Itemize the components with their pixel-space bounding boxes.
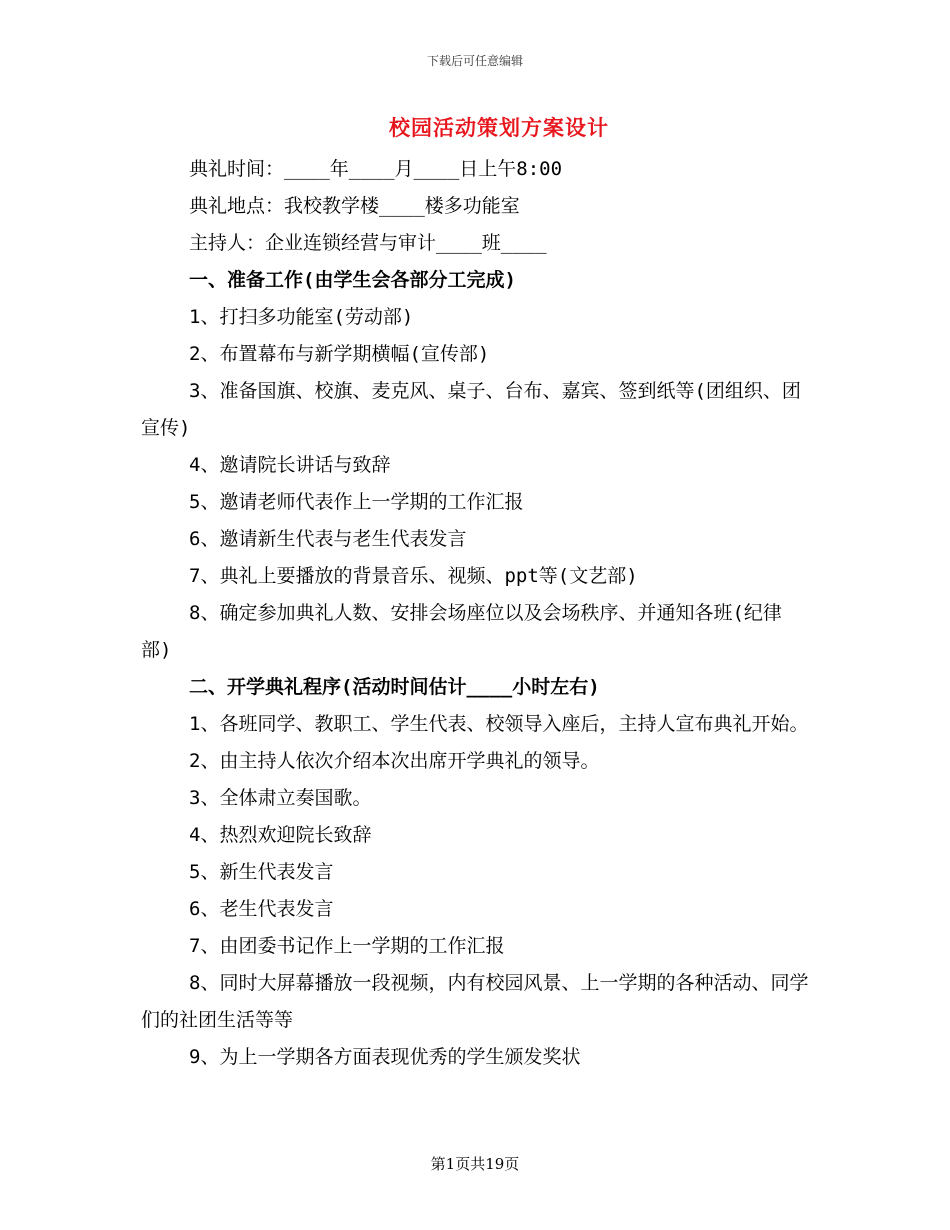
section-heading: 二、开学典礼程序(活动时间估计____小时左右) [189, 676, 600, 698]
list-item: 5、邀请老师代表作上一学期的工作汇报 [189, 491, 524, 513]
list-item: 7、典礼上要播放的背景音乐、视频、ppt等(文艺部) [189, 565, 638, 587]
list-item: 3、准备国旗、校旗、麦克风、桌子、台布、嘉宾、签到纸等(团组织、团宣传) [141, 380, 801, 439]
page-number: 第1页共19页 [430, 1155, 520, 1173]
list-item: 8、确定参加典礼人数、安排会场座位以及会场秩序、并通知各班(纪律部) [141, 602, 782, 661]
document-body [141, 151, 811, 1076]
list-item: 4、热烈欢迎院长致辞 [189, 824, 372, 846]
list-item: 1、各班同学、教职工、学生代表、校领导入座后，主持人宣布典礼开始。 [189, 713, 809, 735]
list-item: 3、全体肃立奏国歌。 [189, 787, 372, 809]
paragraph: 典礼时间：____年____月____日上午8:00 [189, 158, 563, 180]
section-heading: 一、准备工作(由学生会各部分工完成) [189, 269, 516, 291]
list-item: 6、邀请新生代表与老生代表发言 [189, 528, 467, 550]
list-item: 4、邀请院长讲话与致辞 [189, 454, 391, 476]
list-item: 2、由主持人依次介绍本次出席开学典礼的领导。 [189, 750, 600, 772]
paragraph: 主持人：企业连锁经营与审计____班____ [189, 232, 547, 254]
list-item: 5、新生代表发言 [189, 861, 334, 883]
list-item: 9、为上一学期各方面表现优秀的学生颁发奖状 [189, 1046, 581, 1068]
list-item: 7、由团委书记作上一学期的工作汇报 [189, 935, 505, 957]
list-item: 8、同时大屏幕播放一段视频，内有校园风景、上一学期的各种活动、同学们的社团生活等等 [141, 972, 809, 1031]
list-item: 6、老生代表发言 [189, 898, 334, 920]
list-item: 1、打扫多功能室(劳动部) [189, 306, 414, 328]
paragraph: 典礼地点：我校教学楼____楼多功能室 [189, 195, 520, 217]
page-header-note: 下载后可任意编辑 [426, 54, 523, 68]
list-item: 2、布置幕布与新学期横幅(宣传部) [189, 343, 490, 365]
document-title: 校园活动策划方案设计 [389, 116, 609, 140]
